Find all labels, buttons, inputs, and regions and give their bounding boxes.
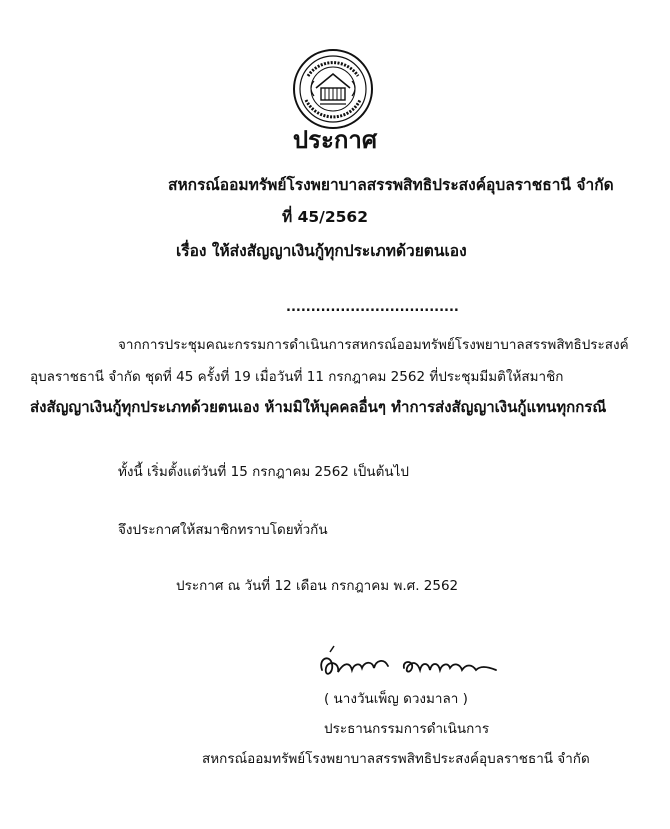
- signer-organization: สหกรณ์ออมทรัพย์โรงพยาบาลสรรพสิทธิประสงค์อุบลราชธานี จำกัด: [202, 751, 590, 767]
- signature-icon: [300, 640, 510, 688]
- body-paragraph-3: จึงประกาศให้สมาชิกทราบโดยทั่วกัน: [118, 522, 328, 538]
- signer-name: ( นางวันเพ็ญ ดวงมาลา ): [324, 691, 468, 707]
- seal-icon: [292, 48, 374, 130]
- cooperative-seal-logo: [292, 48, 374, 130]
- organization-heading: สหกรณ์ออมทรัพย์โรงพยาบาลสรรพสิทธิประสงค์อุบลราชธานี จำกัด: [168, 176, 614, 194]
- announcement-title: ประกาศ: [292, 126, 378, 154]
- announcement-subject: เรื่อง ให้ส่งสัญญาเงินกู้ทุกประเภทด้วยตนเอง: [176, 242, 467, 260]
- signer-position: ประธานกรรมการดำเนินการ: [324, 721, 490, 737]
- handwritten-signature: [300, 640, 510, 688]
- body-paragraph-1-line-1: จากการประชุมคณะกรรมการดำเนินการสหกรณ์ออมทรัพย์โรงพยาบาลสรรพสิทธิประสงค์: [118, 337, 629, 353]
- body-paragraph-1-line-2: อุบลราชธานี จำกัด ชุดที่ 45 ครั้งที่ 19 เมื่อวันที่ 11 กรกฎาคม 2562 ที่ประชุมมีมติให้สมาชิก: [30, 369, 564, 385]
- announcement-number: ที่ 45/2562: [282, 208, 368, 226]
- body-paragraph-2: ทั้งนี้ เริ่มตั้งแต่วันที่ 15 กรกฎาคม 2562 เป็นต้นไป: [118, 464, 409, 480]
- body-paragraph-1-line-3: ส่งสัญญาเงินกู้ทุกประเภทด้วยตนเอง ห้ามมิให้บุคคลอื่นๆ ทำการส่งสัญญาเงินกู้แทนทุกกรณี: [30, 398, 607, 416]
- announcement-date-line: ประกาศ ณ วันที่ 12 เดือน กรกฎาคม พ.ศ. 2562: [176, 578, 459, 594]
- dotted-separator: ...................................: [286, 300, 459, 315]
